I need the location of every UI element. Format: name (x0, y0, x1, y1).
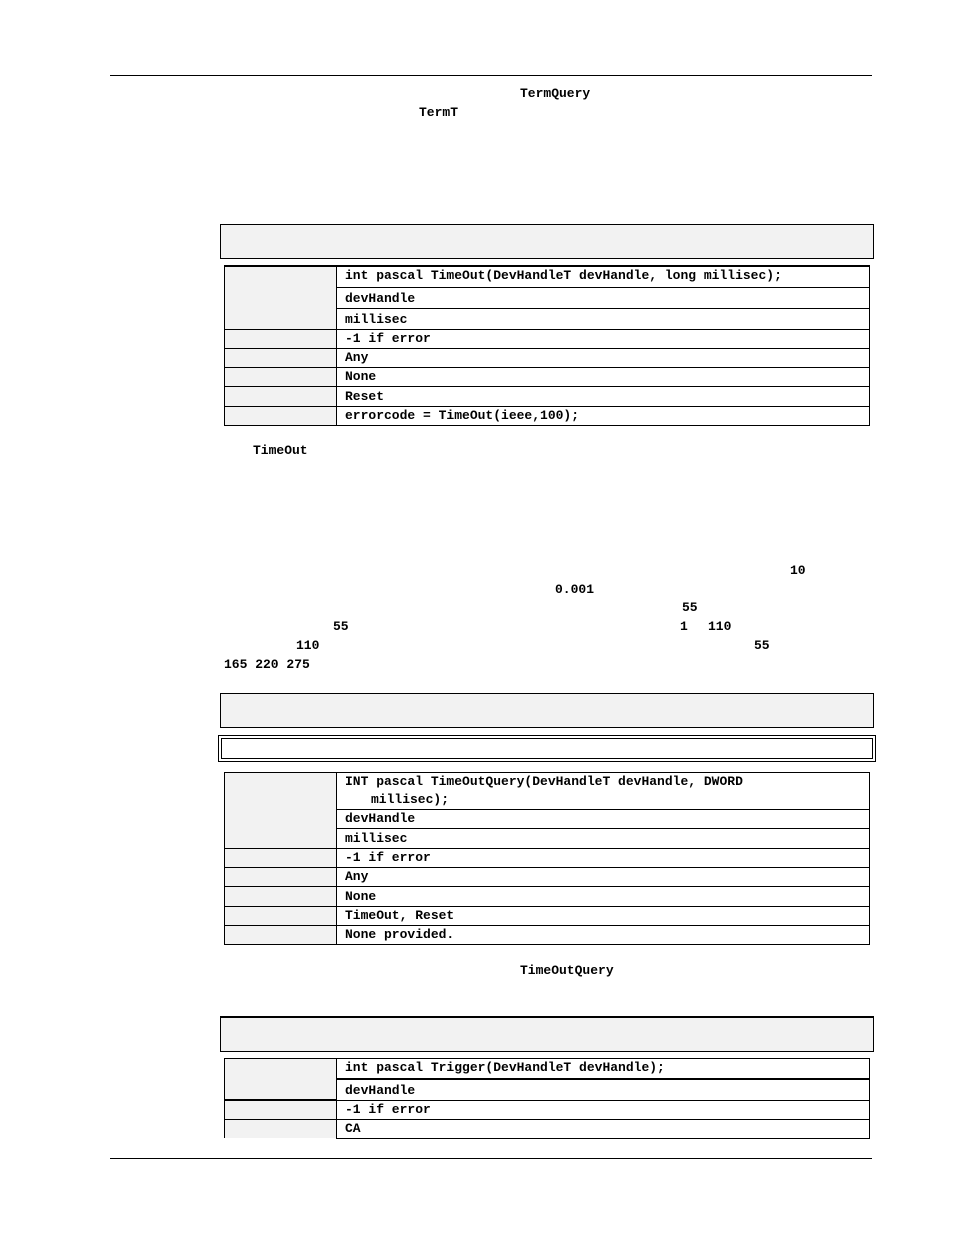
intro-termt: TermT (419, 105, 459, 120)
table-row (225, 1119, 870, 1138)
trigger-function-table (224, 1058, 870, 1139)
bus-states-label-cell (225, 887, 337, 907)
syntax-label-cell (225, 1059, 337, 1101)
table-row (225, 926, 870, 945)
timeoutquery-subheading-box (218, 735, 876, 762)
param-cell: devHandle (337, 810, 870, 829)
param-cell: devHandle (337, 1079, 870, 1101)
see-also-cell: Reset (337, 386, 870, 406)
table-row (225, 329, 870, 348)
timeoutquery-function-table (224, 772, 870, 945)
see-also-label-cell (225, 386, 337, 406)
table-row (225, 386, 870, 406)
syntax-cell: int pascal TimeOut(DevHandleT devHandle, long millisec); (337, 266, 870, 287)
value-55: 55 (754, 638, 770, 653)
example-label-cell (225, 926, 337, 945)
timeout-function-table (224, 265, 870, 426)
mode-label-cell (225, 868, 337, 887)
table-row (225, 266, 870, 287)
value-110: 110 (296, 638, 320, 653)
returns-cell: -1 if error (337, 849, 870, 868)
returns-label-cell (225, 849, 337, 868)
value-55: 55 (682, 600, 698, 615)
see-also-label-cell (225, 907, 337, 926)
subheading-inner (221, 738, 873, 759)
timeout-heading-band (220, 224, 874, 259)
bus-states-cell: None (337, 367, 870, 386)
table-row (225, 868, 870, 887)
syntax-cell (337, 773, 870, 810)
example-cell: None provided. (337, 926, 870, 945)
header-rule (110, 75, 872, 76)
example-cell: errorcode = TimeOut(ieee,100); (337, 406, 870, 425)
returns-label-cell (225, 329, 337, 348)
timeoutquery-fn-name: TimeOutQuery (520, 963, 614, 978)
table-row (225, 849, 870, 868)
param-cell: millisec (337, 829, 870, 849)
value-10: 10 (790, 563, 806, 578)
see-also-cell: TimeOut, Reset (337, 907, 870, 926)
mode-label-cell (225, 1119, 337, 1138)
table-row (225, 1059, 870, 1079)
mode-cell: Any (337, 348, 870, 367)
bus-states-cell: None (337, 887, 870, 907)
mode-cell: Any (337, 868, 870, 887)
table-row (225, 406, 870, 425)
syntax-label-cell (225, 266, 337, 329)
table-row (225, 887, 870, 907)
mode-label-cell (225, 348, 337, 367)
syntax-line-1: INT pascal TimeOutQuery(DevHandleT devHandle, DWORD (345, 774, 743, 789)
bus-states-label-cell (225, 367, 337, 386)
mode-cell: CA (337, 1119, 870, 1138)
table-row (225, 367, 870, 386)
syntax-label-cell (225, 773, 337, 849)
value-1: 1 (680, 619, 688, 634)
value-55: 55 (333, 619, 349, 634)
table-row (225, 907, 870, 926)
trigger-heading-band (220, 1016, 874, 1052)
example-label-cell (225, 406, 337, 425)
footer-rule (110, 1158, 872, 1159)
returns-cell: -1 if error (337, 329, 870, 348)
intro-termquery: TermQuery (520, 86, 591, 101)
returns-label-cell (225, 1100, 337, 1119)
table-row (225, 773, 870, 810)
value-110: 110 (708, 619, 732, 634)
timeoutquery-heading-band (220, 693, 874, 728)
value-sequence: 165 220 275 (224, 657, 310, 672)
value-0001: 0.001 (555, 582, 595, 597)
table-row (225, 348, 870, 367)
timeout-fn-name: TimeOut (253, 443, 308, 458)
syntax-cell: int pascal Trigger(DevHandleT devHandle); (337, 1059, 870, 1079)
syntax-line-2: millisec); (371, 792, 450, 807)
returns-cell: -1 if error (337, 1100, 870, 1119)
table-row (225, 1100, 870, 1119)
param-cell: devHandle (337, 287, 870, 308)
param-cell: millisec (337, 308, 870, 329)
